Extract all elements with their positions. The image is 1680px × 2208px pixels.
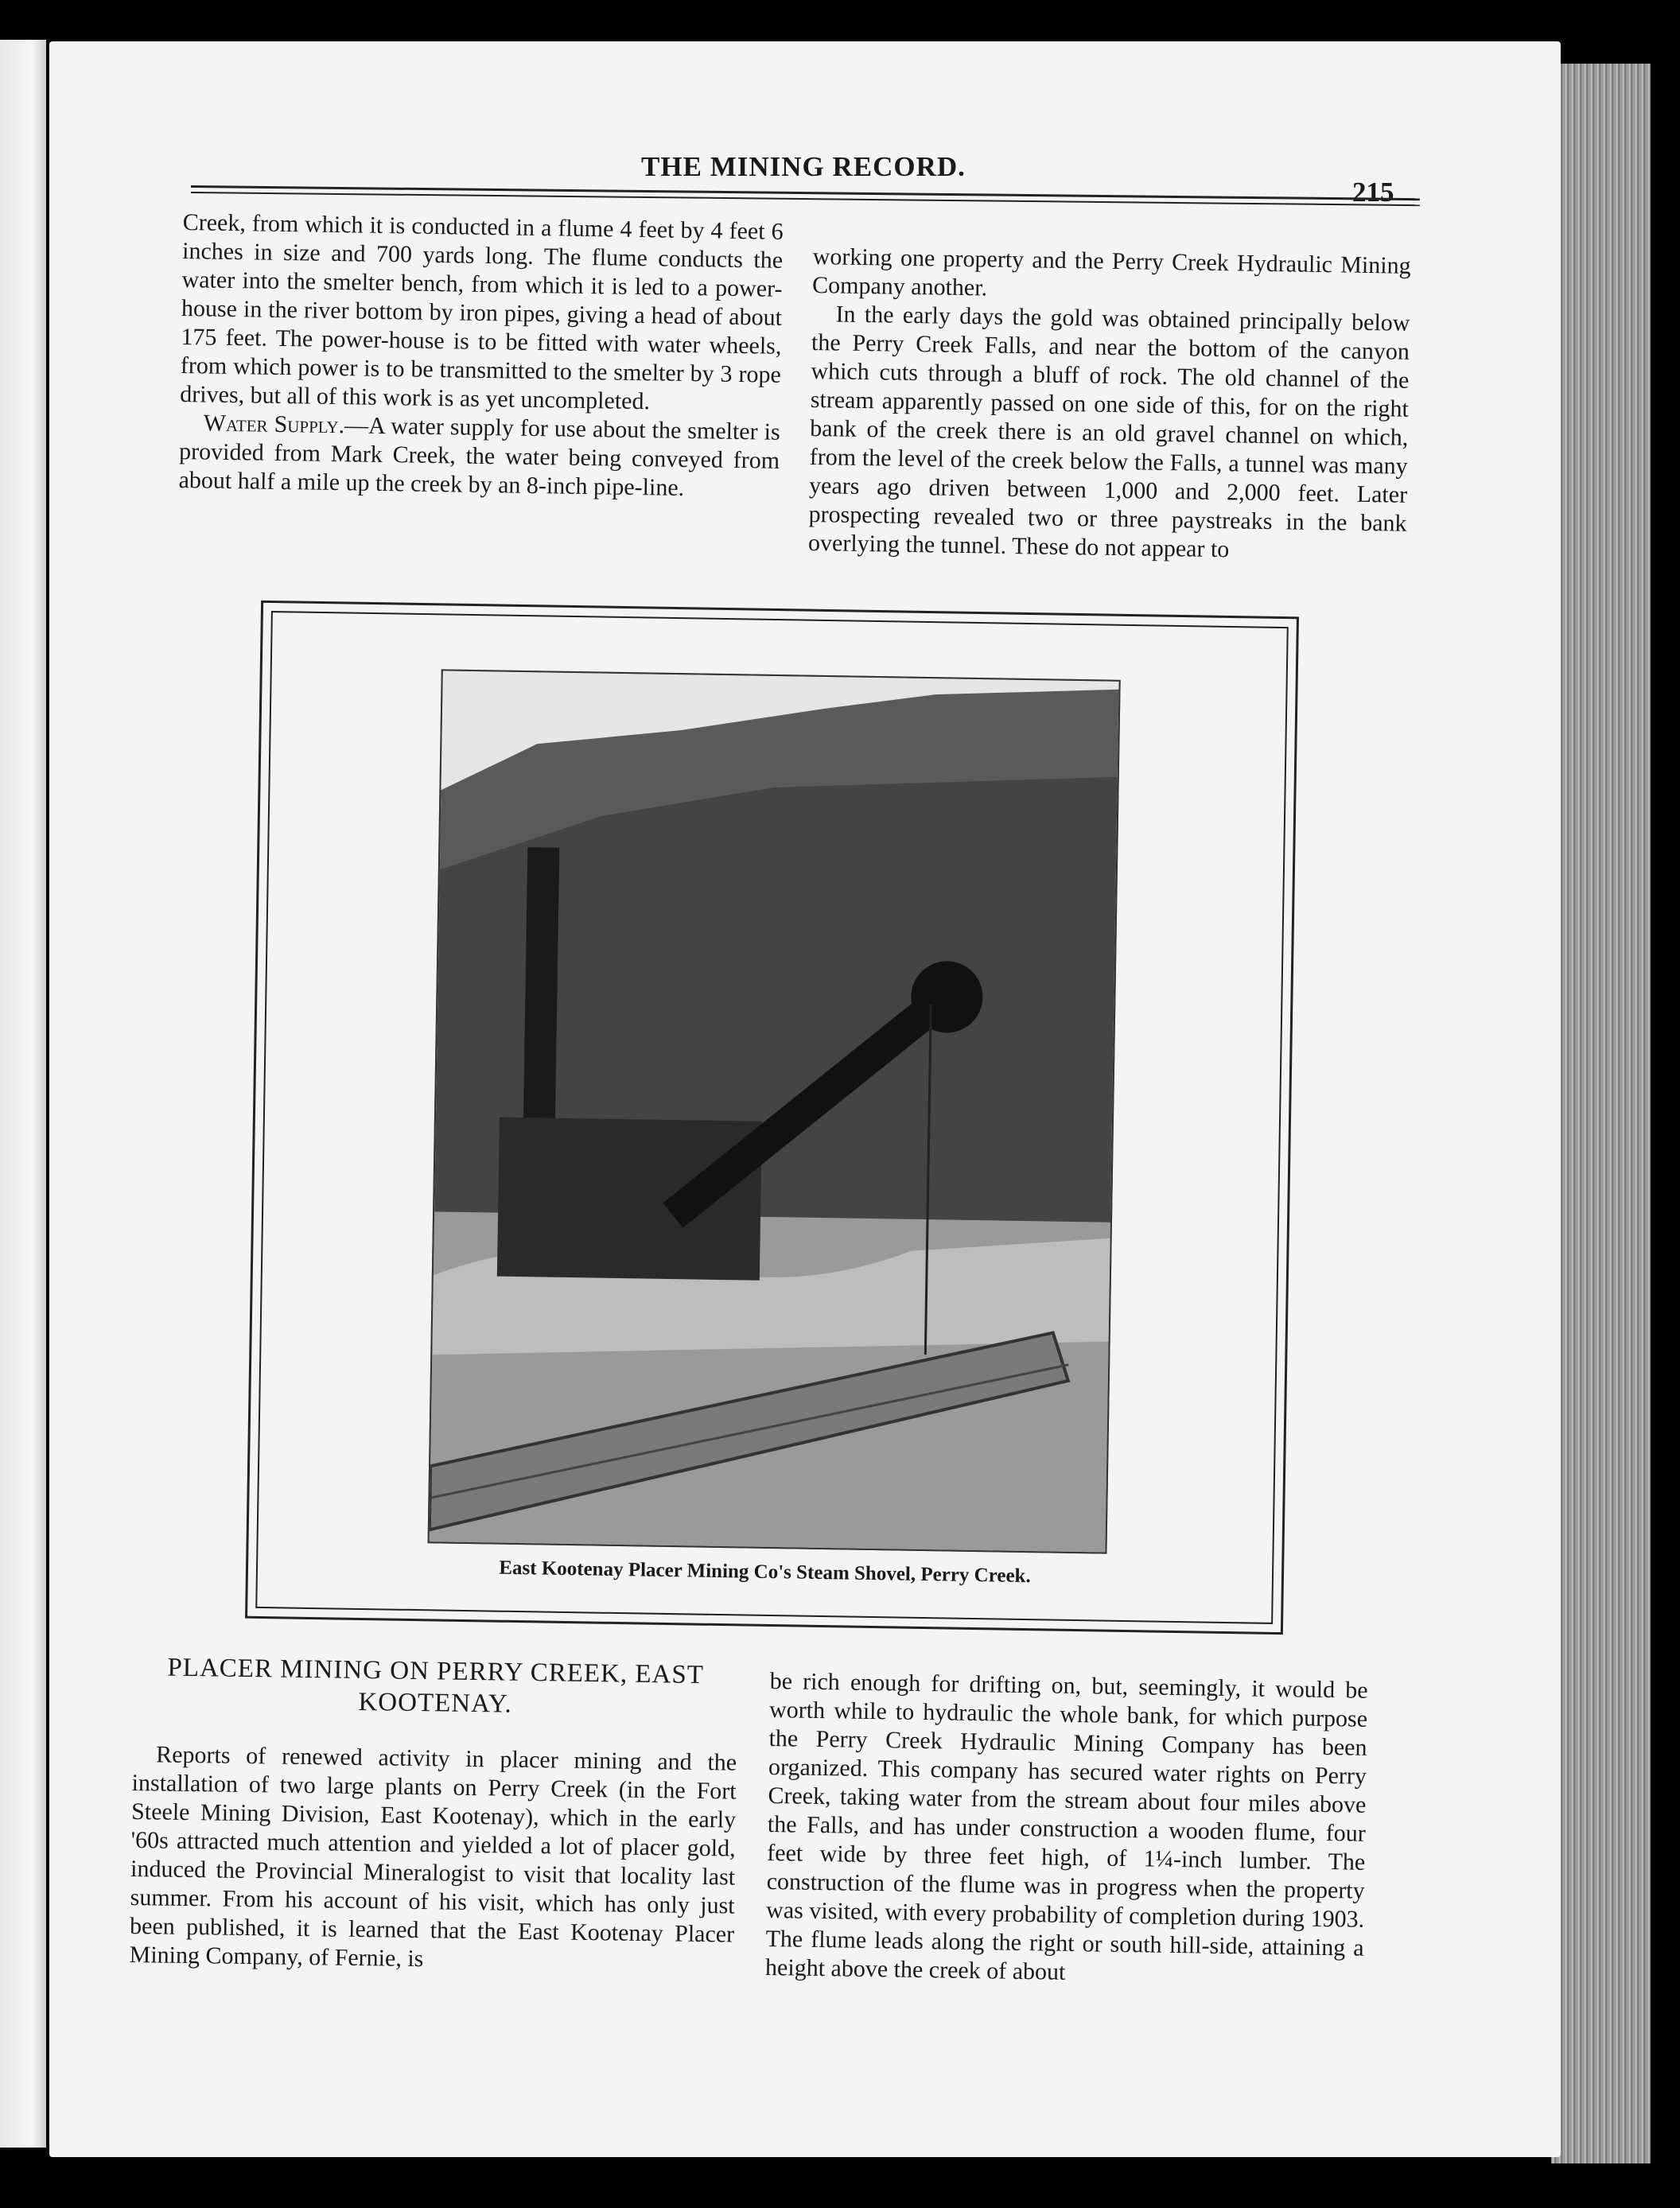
article-heading: PLACER MINING ON PERRY CREEK, EAST KOOTENAY. — [167, 1653, 705, 1719]
running-title: THE MINING RECORD. — [641, 151, 966, 182]
paragraph: Creek, from which it is conducted in a flume 4 feet by 4 feet 6 inches in size and 700 yards long. The flume conducts the water into the smelter bench, from which it is led to a power-house in the river bottom by iron pipes, giving a head of about 175 feet. The power-house is to be fitted with water wheels, from which power is to be transmitted to the smelter by 3 rope drives, but all of this work is as yet uncompleted. — [180, 208, 784, 415]
bottom-left-column — [129, 1651, 738, 1978]
facing-page-edge — [0, 40, 46, 2148]
paragraph: be rich enough for drifting on, but, seemingly, it would be worth while to hydraulic the whole bank, for which purpose the Perry Creek Hydraulic Mining Company has been organized. This company has secured water rights on Perry Creek, taking water from the stream about four miles above the Falls, and has under construction a wooden flume, four feet wide by three feet high, of 1¼-inch lumber. The construction of the flume was in progress when the property was visited, with every probability of completion during 1903. The flume leads along the right or south hill-side, attaining a height above the creek of about — [764, 1667, 1368, 1985]
paragraph: In the early days the gold was obtained principally below the Perry Creek Falls, and near the bottom of the canyon which cuts through a bluff of rock. The old channel of the stream apparently passed on one side of this, for on the right bank of the creek there is an old gravel channel on which, from the level of the creek below the Falls, a tunnel was many years ago driven between 1,000 and 2,000 feet. Later prospecting revealed two or three paystreaks in the bank overlying the tunnel. These do not appear to — [807, 301, 1410, 563]
photo-illustration — [430, 671, 1119, 1552]
paragraph: working one property and the Perry Creek Hydraulic Mining Company another. — [811, 243, 1411, 301]
photo-plate — [245, 601, 1299, 1635]
run-in-heading: Water Supply. — [203, 410, 345, 439]
top-left-column — [178, 208, 784, 504]
photo-caption: East Kootenay Placer Mining Co's Steam Shovel, Perry Creek. — [499, 1557, 1031, 1588]
paragraph-water-supply — [178, 409, 780, 504]
paragraph-text: —A water supply for use about the smelter is provided from Mark Creek, the water being conveyed from about half a mile up the creek by an 8-inch pipe-line. — [178, 412, 780, 501]
book-page-edges — [1551, 64, 1651, 2163]
top-right-column — [808, 243, 1411, 567]
paragraph: Reports of renewed activity in placer mining and the installation of two large plants on Perry Creek (in the Fort Steele Mining Division, East Kootenay), which in the early '60s attracted much attention and yielded a lot of placer gold, induced the Provincial Mineralogist to visit that locality last summer. From his account of his visit, which has only just been published, it is learned that the East Kootenay Placer Mining Company, of Fernie, is — [129, 1741, 737, 1973]
steam-shovel-photo — [428, 669, 1121, 1553]
page-number: 215 — [1352, 177, 1394, 208]
bottom-right-column — [765, 1667, 1368, 1992]
